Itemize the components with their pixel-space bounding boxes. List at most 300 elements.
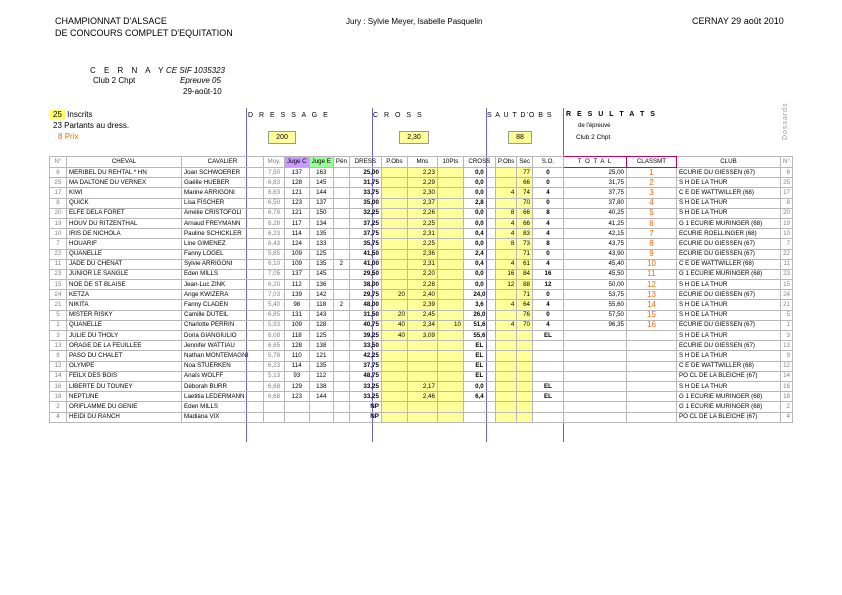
- table-header-row: [50, 157, 793, 168]
- cell-total: 42,15: [563, 229, 626, 239]
- cell-cross: [463, 402, 495, 412]
- cell-jc: [285, 402, 310, 412]
- cell-total: 55,60: [563, 300, 626, 310]
- cell-cavalier: Eden MILLS: [182, 402, 264, 412]
- cell-spobs: 4: [495, 229, 516, 239]
- table-row: [50, 331, 793, 341]
- cell-cheval: JULIE DU THOLY: [67, 331, 182, 341]
- cell-je: 128: [309, 320, 333, 330]
- cell-pobs: [381, 208, 407, 218]
- cell-mns: [407, 402, 437, 412]
- cell-total: 41,25: [563, 218, 626, 228]
- cell-jc: 121: [285, 188, 310, 198]
- cell-so: 4: [532, 320, 563, 330]
- cell-cavalier: Amélie CRISTOFOLI: [182, 208, 264, 218]
- cell-club: S H DE LA THUR: [676, 208, 780, 218]
- cell-pobs: [381, 280, 407, 290]
- cell-sec: 70: [517, 320, 533, 330]
- cell-total: 40,25: [563, 208, 626, 218]
- cell-total: [563, 331, 626, 341]
- cell-cheval: HOUARIF: [67, 239, 182, 249]
- cell-spobs: [495, 290, 516, 300]
- cell-moy: 6,68: [264, 392, 285, 402]
- cell-pobs: [381, 269, 407, 279]
- cell-total: [563, 351, 626, 361]
- cell-total: [563, 381, 626, 391]
- cell-n2: 5: [780, 310, 792, 320]
- cell-cheval: NOE DE ST BLAISE: [67, 280, 182, 290]
- cell-mns: 2,37: [407, 198, 437, 208]
- cell-total: 37,80: [563, 198, 626, 208]
- table-row: [50, 290, 793, 300]
- cell-total: 57,50: [563, 310, 626, 320]
- col-juge-c: Juge C: [285, 157, 310, 168]
- cell-pen: [333, 290, 349, 300]
- cell-total: 43,75: [563, 239, 626, 249]
- section-dressage: D R E S S A G E: [248, 112, 330, 119]
- cell-spobs: [495, 249, 516, 259]
- cell-spobs: [495, 178, 516, 188]
- cell-clas: 4: [626, 198, 676, 208]
- cell-mns: [407, 341, 437, 351]
- cell-je: 144: [309, 392, 333, 402]
- saut-max-box: 88: [508, 131, 532, 144]
- cell-je: 138: [309, 341, 333, 351]
- cell-cavalier: Fanny LOGEL: [182, 249, 264, 259]
- col-pobs: P.Obs: [381, 157, 407, 168]
- cell-clas: [626, 341, 676, 351]
- championship-title: CHAMPIONNAT D'ALSACE: [55, 16, 167, 26]
- cell-pts: [437, 188, 463, 198]
- cell-clas: [626, 371, 676, 381]
- inscrits-count: 25: [50, 110, 65, 119]
- cell-je: 163: [309, 168, 333, 178]
- cell-so: [532, 402, 563, 412]
- prix-count: 8: [58, 132, 63, 141]
- cell-total: [563, 371, 626, 381]
- cell-sec: 73: [517, 239, 533, 249]
- cell-clas: 16: [626, 320, 676, 330]
- cell-cheval: IRIS DE NICHOLA: [67, 229, 182, 239]
- cell-mns: 2,36: [407, 249, 437, 259]
- cell-n: 15: [50, 280, 67, 290]
- cell-sec: [517, 381, 533, 391]
- table-row: [50, 402, 793, 412]
- cell-sec: 77: [517, 168, 533, 178]
- cell-n2: 1: [780, 320, 792, 330]
- cell-jc: 128: [285, 178, 310, 188]
- cell-pts: [437, 269, 463, 279]
- section-resultats: R E S U L T A T S: [566, 111, 657, 118]
- cell-pts: [437, 168, 463, 178]
- cell-club: PO CL DE LA BLEICHE (67): [676, 371, 780, 381]
- cell-cross: EL: [463, 341, 495, 351]
- cell-total: [563, 402, 626, 412]
- cell-so: 4: [532, 259, 563, 269]
- table-row: [50, 371, 793, 381]
- event-epreuve: Epreuve 05: [180, 76, 221, 85]
- cell-spobs: 8: [495, 239, 516, 249]
- cell-n2: 15: [780, 280, 792, 290]
- table-row: [50, 300, 793, 310]
- cell-n: 25: [50, 178, 67, 188]
- cell-cross: [463, 412, 495, 422]
- cell-n2: 17: [780, 188, 792, 198]
- cell-moy: 6,10: [264, 259, 285, 269]
- jury-text: Jury : Sylvie Meyer, Isabelle Pasquelin: [346, 17, 483, 26]
- cell-dress: 39,25: [349, 331, 381, 341]
- cell-so: 0: [532, 178, 563, 188]
- cell-cheval: PASO DU CHALET: [67, 351, 182, 361]
- cell-pen: [333, 280, 349, 290]
- cell-moy: 5,40: [264, 300, 285, 310]
- cell-n: 1: [50, 320, 67, 330]
- resultats-sub2: Club 2 Chpt: [576, 134, 611, 141]
- cell-jc: 121: [285, 208, 310, 218]
- cell-pen: [333, 331, 349, 341]
- cell-dress: 37,75: [349, 229, 381, 239]
- place-date: CERNAY 29 août 2010: [692, 16, 784, 26]
- cell-total: [563, 361, 626, 371]
- cell-spobs: [495, 198, 516, 208]
- cell-cheval: OLYMPE: [67, 361, 182, 371]
- table-row: [50, 320, 793, 330]
- cell-sec: [517, 371, 533, 381]
- cell-sec: 61: [517, 259, 533, 269]
- cell-spobs: 4: [495, 188, 516, 198]
- cell-cavalier: Ange KWIZERA: [182, 290, 264, 300]
- cell-pts: [437, 178, 463, 188]
- cell-je: 135: [309, 361, 333, 371]
- cell-so: [532, 412, 563, 422]
- cell-moy: 6,28: [264, 218, 285, 228]
- cell-dress: 40,75: [349, 320, 381, 330]
- cell-clas: 1: [626, 168, 676, 178]
- cell-moy: 7,05: [264, 269, 285, 279]
- cell-pobs: [381, 392, 407, 402]
- cell-pen: [333, 361, 349, 371]
- cell-moy: 5,13: [264, 371, 285, 381]
- cell-mns: 2,29: [407, 178, 437, 188]
- cell-clas: [626, 351, 676, 361]
- cell-mns: [407, 361, 437, 371]
- cell-jc: 117: [285, 218, 310, 228]
- cell-n: 6: [50, 168, 67, 178]
- cell-je: 135: [309, 229, 333, 239]
- col-sec: Sec: [517, 157, 533, 168]
- cell-cross: 24,0: [463, 290, 495, 300]
- cell-je: [309, 412, 333, 422]
- cell-mns: 3,09: [407, 331, 437, 341]
- cell-club: G 1 ECURIE MURINGER (68): [676, 269, 780, 279]
- cell-cheval: KETZA: [67, 290, 182, 300]
- cell-pobs: [381, 402, 407, 412]
- cell-n: 22: [50, 249, 67, 259]
- cell-clas: [626, 381, 676, 391]
- cell-n2: 24: [780, 290, 792, 300]
- cell-jc: 139: [285, 290, 310, 300]
- cell-moy: 6,78: [264, 208, 285, 218]
- cell-cross: EL: [463, 361, 495, 371]
- cell-n2: 14: [780, 371, 792, 381]
- cell-jc: 131: [285, 310, 310, 320]
- dossards-label: Dossards: [782, 102, 789, 140]
- cell-clas: 13: [626, 290, 676, 300]
- cell-jc: 137: [285, 168, 310, 178]
- cell-n: 19: [50, 218, 67, 228]
- cell-sec: 84: [517, 269, 533, 279]
- cell-club: ECURIE DU GIESSEN (67): [676, 168, 780, 178]
- cell-n2: 11: [780, 259, 792, 269]
- cell-cheval: MISTER RISKY: [67, 310, 182, 320]
- cell-mns: 2,46: [407, 392, 437, 402]
- cell-pts: [437, 341, 463, 351]
- results-table: [49, 156, 793, 423]
- cell-dress: 31,50: [349, 310, 381, 320]
- cell-so: 0: [532, 198, 563, 208]
- cell-pts: 10: [437, 320, 463, 330]
- cell-dress: 41,50: [349, 249, 381, 259]
- cell-club: ECURIE DU GIESSEN (67): [676, 249, 780, 259]
- cell-so: 16: [532, 269, 563, 279]
- cell-pobs: [381, 381, 407, 391]
- cell-pen: [333, 198, 349, 208]
- cell-pts: [437, 208, 463, 218]
- cell-moy: 6,23: [264, 361, 285, 371]
- col-mns: Mns: [407, 157, 437, 168]
- col-total: T O T A L: [563, 157, 626, 168]
- cell-dress: 48,00: [349, 300, 381, 310]
- cell-total: [563, 341, 626, 351]
- table-row: [50, 229, 793, 239]
- cell-cross: EL: [463, 351, 495, 361]
- cell-so: 4: [532, 218, 563, 228]
- cell-cavalier: Eden MILLS: [182, 269, 264, 279]
- cell-n: 14: [50, 371, 67, 381]
- cell-pen: [333, 381, 349, 391]
- cell-moy: 5,93: [264, 320, 285, 330]
- cell-cavalier: Charlotte PERRIN: [182, 320, 264, 330]
- cell-pobs: 20: [381, 310, 407, 320]
- cell-cross: 0,0: [463, 168, 495, 178]
- cell-je: 144: [309, 188, 333, 198]
- table-row: [50, 269, 793, 279]
- cell-jc: 118: [285, 331, 310, 341]
- cell-dress: 48,75: [349, 371, 381, 381]
- cell-mns: 2,23: [407, 168, 437, 178]
- cell-pts: [437, 259, 463, 269]
- table-row: [50, 310, 793, 320]
- cell-cross: 51,6: [463, 320, 495, 330]
- cell-mns: 2,20: [407, 269, 437, 279]
- cell-cheval: HOUV DU RITZENTHAL: [67, 218, 182, 228]
- cell-n2: 8: [780, 198, 792, 208]
- cell-clas: [626, 392, 676, 402]
- cell-clas: 2: [626, 178, 676, 188]
- cell-pobs: 40: [381, 320, 407, 330]
- cell-club: PO CL DE LA BLEICHE (67): [676, 412, 780, 422]
- cell-je: [309, 402, 333, 412]
- cell-n: 24: [50, 290, 67, 300]
- cell-cavalier: Jean-Luc ZINK: [182, 280, 264, 290]
- cell-pobs: [381, 300, 407, 310]
- col-n2: N°: [780, 157, 792, 168]
- cell-so: [532, 341, 563, 351]
- cell-so: EL: [532, 381, 563, 391]
- cell-pts: [437, 412, 463, 422]
- cell-spobs: [495, 371, 516, 381]
- cell-dress: 25,00: [349, 168, 381, 178]
- cell-spobs: 12: [495, 280, 516, 290]
- cell-jc: 124: [285, 239, 310, 249]
- cell-club: G 1 ECURIE MURINGER (68): [676, 402, 780, 412]
- cell-spobs: [495, 361, 516, 371]
- cell-n: 7: [50, 239, 67, 249]
- cell-moy: 6,23: [264, 229, 285, 239]
- col-saut-pobs: P.Obs: [495, 157, 516, 168]
- cell-pobs: [381, 259, 407, 269]
- cell-cheval: HEIDI DU RANCH: [67, 412, 182, 422]
- table-row: [50, 178, 793, 188]
- cell-pen: [333, 371, 349, 381]
- cell-dress: 33,25: [349, 392, 381, 402]
- cell-jc: 110: [285, 351, 310, 361]
- cell-pobs: [381, 249, 407, 259]
- cell-mns: 2,30: [407, 188, 437, 198]
- cell-so: EL: [532, 331, 563, 341]
- cell-spobs: [495, 381, 516, 391]
- cell-je: 142: [309, 290, 333, 300]
- cell-pen: [333, 310, 349, 320]
- cell-n: 3: [50, 331, 67, 341]
- cell-pts: [437, 331, 463, 341]
- cell-club: ECURIE DU GIESSEN (67): [676, 239, 780, 249]
- cell-pts: [437, 402, 463, 412]
- cell-dress: 32,25: [349, 208, 381, 218]
- cell-pts: [437, 371, 463, 381]
- cell-moy: 6,43: [264, 239, 285, 249]
- cell-spobs: [495, 392, 516, 402]
- cell-pts: [437, 381, 463, 391]
- cell-cheval: NEPTUNE: [67, 392, 182, 402]
- col-club: CLUB: [676, 157, 780, 168]
- cell-clas: [626, 402, 676, 412]
- cell-club: S H DE LA THUR: [676, 331, 780, 341]
- cell-moy: 6,83: [264, 178, 285, 188]
- cell-moy: 6,50: [264, 198, 285, 208]
- cell-cheval: KIWI: [67, 188, 182, 198]
- cell-cavalier: Lisa FISCHER: [182, 198, 264, 208]
- cell-moy: 7,50: [264, 168, 285, 178]
- cell-pobs: [381, 188, 407, 198]
- col-cavalier: CAVALIER: [182, 157, 264, 168]
- cell-clas: 6: [626, 218, 676, 228]
- cell-clas: [626, 331, 676, 341]
- cell-sec: 71: [517, 290, 533, 300]
- cell-pts: [437, 239, 463, 249]
- cell-mns: 2,25: [407, 239, 437, 249]
- cell-n2: 3: [780, 331, 792, 341]
- cell-cross: 0,0: [463, 239, 495, 249]
- cell-sec: [517, 351, 533, 361]
- cell-so: [532, 371, 563, 381]
- cell-clas: 7: [626, 229, 676, 239]
- cell-cross: 0,4: [463, 229, 495, 239]
- cell-sec: 83: [517, 229, 533, 239]
- cell-jc: 128: [285, 341, 310, 351]
- cell-cavalier: Joan SCHWOERER: [182, 168, 264, 178]
- cell-dress: 29,50: [349, 269, 381, 279]
- resultats-sub1: de l'épreuve: [578, 123, 611, 129]
- cell-mns: 2,28: [407, 280, 437, 290]
- cell-moy: [264, 412, 285, 422]
- cell-cheval: LIBERTE DU TOUNEY: [67, 381, 182, 391]
- cell-cross: 0,0: [463, 208, 495, 218]
- cell-so: 8: [532, 208, 563, 218]
- cell-cavalier: Marine ARRIGONI: [182, 188, 264, 198]
- cell-moy: 6,68: [264, 381, 285, 391]
- cell-n2: 9: [780, 351, 792, 361]
- table-row: [50, 412, 793, 422]
- cell-dress: 38,00: [349, 280, 381, 290]
- cell-club: S H DE LA THUR: [676, 351, 780, 361]
- cell-sec: 76: [517, 310, 533, 320]
- cell-mns: [407, 351, 437, 361]
- cell-cavalier: Line GIMENEZ: [182, 239, 264, 249]
- cell-pobs: [381, 229, 407, 239]
- cell-cavalier: Jennifer WATTIAU: [182, 341, 264, 351]
- cell-sec: 66: [517, 178, 533, 188]
- cell-cavalier: Arnaud FREYMANN: [182, 218, 264, 228]
- cell-clas: 14: [626, 300, 676, 310]
- cell-sec: [517, 402, 533, 412]
- cell-pen: [333, 320, 349, 330]
- cell-cheval: QUICK: [67, 198, 182, 208]
- cell-n2: 7: [780, 239, 792, 249]
- cell-pts: [437, 198, 463, 208]
- cell-spobs: 4: [495, 218, 516, 228]
- table-row: [50, 280, 793, 290]
- cell-sec: [517, 412, 533, 422]
- cell-so: 0: [532, 168, 563, 178]
- cell-pobs: 20: [381, 290, 407, 300]
- cell-n: 18: [50, 392, 67, 402]
- table-row: [50, 361, 793, 371]
- cell-n2: 16: [780, 381, 792, 391]
- cell-pen: [333, 351, 349, 361]
- cell-jc: 123: [285, 392, 310, 402]
- cell-pen: [333, 239, 349, 249]
- cell-spobs: 4: [495, 259, 516, 269]
- cell-jc: 109: [285, 249, 310, 259]
- cell-n: 11: [50, 259, 67, 269]
- cell-jc: 114: [285, 229, 310, 239]
- cell-spobs: [495, 331, 516, 341]
- table-row: [50, 392, 793, 402]
- cell-total: 96,35: [563, 320, 626, 330]
- cell-club: G 1 ECURIE MURINGER (68): [676, 218, 780, 228]
- cell-cheval: QUANELLE: [67, 320, 182, 330]
- cell-clas: 12: [626, 280, 676, 290]
- cell-so: 8: [532, 239, 563, 249]
- cell-pen: 2: [333, 300, 349, 310]
- cell-n2: 10: [780, 229, 792, 239]
- col-juge-e: Juge E: [309, 157, 333, 168]
- table-row: [50, 239, 793, 249]
- cell-spobs: [495, 412, 516, 422]
- cell-dress: 33,75: [349, 188, 381, 198]
- partants-count: 23: [53, 121, 62, 130]
